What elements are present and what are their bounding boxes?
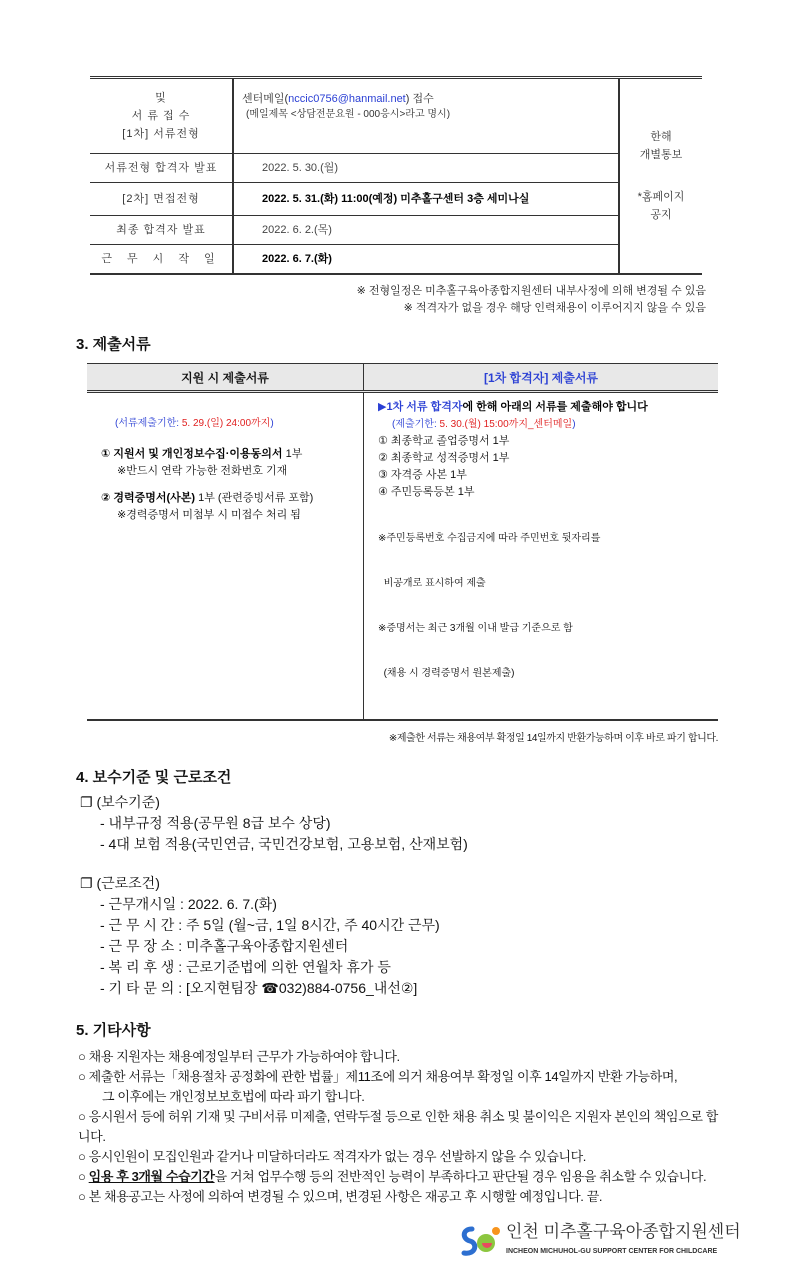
schedule-note: ※ 적격자가 없을 경우 해당 인력채용이 이루어지지 않을 수 있음 (403, 302, 706, 314)
doc-item: ② 최종학교 성적증명서 1부 (378, 452, 510, 464)
list-item: ○ 제출한 서류는「채용절차 공정화에 관한 법률」제11조에 의거 채용여부 확정일 이후 14일까지 반환 가능하며, (78, 1069, 678, 1084)
table-row (90, 216, 702, 245)
section-heading: 4. 보수기준 및 근로조건 (76, 769, 232, 786)
intro-highlight: ▶1차 서류 합격자 (378, 401, 463, 413)
column-header: 지원 시 제출서류 (87, 364, 364, 392)
schedule-note: ※ 전형일정은 미추홀구육아종합지원센터 내부사정에 의해 변경될 수 있음 (356, 285, 706, 297)
doc-item: ① 지원서 및 개인정보수집·이용동의서 (101, 448, 283, 460)
cell-text: ) 접수 (405, 93, 434, 105)
deadline-text: ) (572, 419, 576, 430)
doc-item: ③ 자격증 사본 1부 (378, 469, 467, 481)
doc-note: (채용 시 경력증명서 원본제출) (378, 668, 515, 679)
cell-label: 서류전형 합격자 발표 (90, 154, 233, 183)
notify-cell (619, 78, 702, 275)
doc-note: 비공개로 표시하여 제출 (378, 578, 486, 589)
list-item: 그 이후에는 개인정보보호법에 따라 파기 합니다. (102, 1089, 365, 1104)
documents-table (87, 363, 718, 721)
deadline-text: ) (270, 418, 274, 429)
deadline-date: 5. 29.(일) 24:00까지 (181, 418, 271, 429)
probation-highlight: 임용 후 3개월 수습기간 (88, 1169, 215, 1184)
table-row (90, 183, 702, 216)
notify-text: 한해 (650, 131, 672, 143)
doc-item: ② 경력증명서(사본) (101, 492, 196, 504)
subheading: ❐ (보수기준) (80, 794, 160, 810)
doc-note: ※경력증명서 미첨부 시 미접수 처리 됨 (117, 509, 301, 521)
cell-label: 최종 합격자 발표 (90, 216, 233, 245)
deadline-text: (서류제출기한: (115, 418, 182, 429)
table-row (90, 245, 702, 275)
logo-name: 인천 미추홀구육아종합지원센터 (506, 1222, 741, 1241)
list-item: - 복 리 후 생 : 근로기준법에 의한 연월차 휴가 등 (100, 959, 391, 975)
doc-item: ④ 주민등록등본 1부 (378, 486, 475, 498)
center-logo (458, 1221, 741, 1263)
list-item: ○ 채용 지원자는 채용예정일부터 근무가 가능하여야 합니다. (78, 1049, 400, 1064)
documents-footnote: ※제출한 서류는 채용여부 확정일 14일까지 반환가능하며 이후 바로 파기 합니다. (388, 733, 718, 744)
cell-value: 2022. 6. 7.(화) (233, 245, 619, 275)
cell-text: 센터메일( (242, 93, 289, 105)
cell-subtext: (메일제목 <상담전문요원 - 000응시>라고 명시) (246, 109, 451, 120)
cell-label: [2차] 면접전형 (90, 183, 233, 216)
cell-label: 근 무 시 작 일 (90, 245, 233, 275)
table-row (90, 154, 702, 183)
doc-qty: 1부 (282, 448, 303, 460)
list-item: ○ 본 채용공고는 사정에 의하여 변경될 수 있으며, 변경된 사항은 재공고 후 시행할 예정입니다. 끝. (78, 1189, 603, 1204)
list-item: ○ 응시원서 등에 허위 기재 및 구비서류 미제출, 연락두절 등으로 인한 채용 취소 및 불이익은 지원자 본인의 책임으로 합니다. (78, 1109, 718, 1144)
cell-value: 2022. 6. 2.(목) (233, 216, 619, 245)
list-item: - 4대 보험 적용(국민연금, 국민건강보험, 고용보험, 산재보험) (100, 836, 468, 852)
doc-item: ① 최종학교 졸업증명서 1부 (378, 435, 510, 447)
list-bullet: ○ (78, 1169, 89, 1184)
cell-value: 2022. 5. 30.(월) (233, 154, 619, 183)
list-item: - 근무개시일 : 2022. 6. 7.(화) (100, 896, 277, 912)
notify-text: 공지 (650, 209, 672, 221)
notify-text: 개별통보 (639, 149, 683, 161)
deadline-text: (제출기한: (392, 419, 440, 430)
cell-value: 2022. 5. 31.(화) 11:00(예정) 미추홀구센터 3층 세미나실 (233, 183, 619, 216)
cell-label: 및 (155, 92, 167, 104)
list-item: - 내부규정 적용(공무원 8급 보수 상당) (100, 815, 331, 831)
doc-note: ※증명서는 최근 3개월 이내 발급 기준으로 함 (378, 623, 573, 634)
email-link[interactable]: nccic0756@hanmail.net (288, 93, 406, 105)
section-heading: 3. 제출서류 (76, 336, 151, 353)
list-item: - 근 무 시 간 : 주 5일 (월~금, 1일 8시간, 주 40시간 근무) (100, 917, 440, 933)
logo-mark-icon (458, 1223, 504, 1259)
deadline-date: 5. 30.(월) 15:00까지_센터메일 (439, 419, 573, 430)
list-item: - 기 타 문 의 : [오지현팀장 ☎032)884-0756_내선②] (100, 980, 418, 996)
section-heading: 5. 기타사항 (76, 1022, 151, 1039)
intro-text: 에 한해 아래의 서류를 제출해야 합니다 (462, 401, 648, 413)
schedule-table (90, 76, 702, 275)
subheading: ❐ (근로조건) (80, 875, 160, 891)
list-item: ○ 응시인원이 모집인원과 같거나 미달하더라도 적격자가 없는 경우 선발하지 않을 수 있습니다. (78, 1149, 586, 1164)
list-text: 을 거쳐 업무수행 등의 전반적인 능력이 부족하다고 판단될 경우 임용을 취소할 수 있습니다. (214, 1169, 707, 1184)
logo-subtitle: INCHEON MICHUHOL-GU SUPPORT CENTER FOR CHILDCARE (506, 1248, 718, 1255)
notify-text: *홈페이지 (637, 191, 685, 203)
cell-label: 서 류 접 수 (131, 110, 191, 122)
cell-label: [1차] 서류전형 (122, 128, 200, 140)
doc-qty: 1부 (관련증빙서류 포함) (195, 492, 314, 504)
table-row (90, 78, 702, 154)
column-header: [1차 합격자] 제출서류 (364, 364, 719, 392)
list-item: - 근 무 장 소 : 미추홀구육아종합지원센터 (100, 938, 349, 954)
doc-note: ※반드시 연락 가능한 전화번호 기재 (117, 465, 288, 477)
doc-note: ※주민등록번호 수집금지에 따라 주민번호 뒷자리를 (378, 533, 601, 544)
